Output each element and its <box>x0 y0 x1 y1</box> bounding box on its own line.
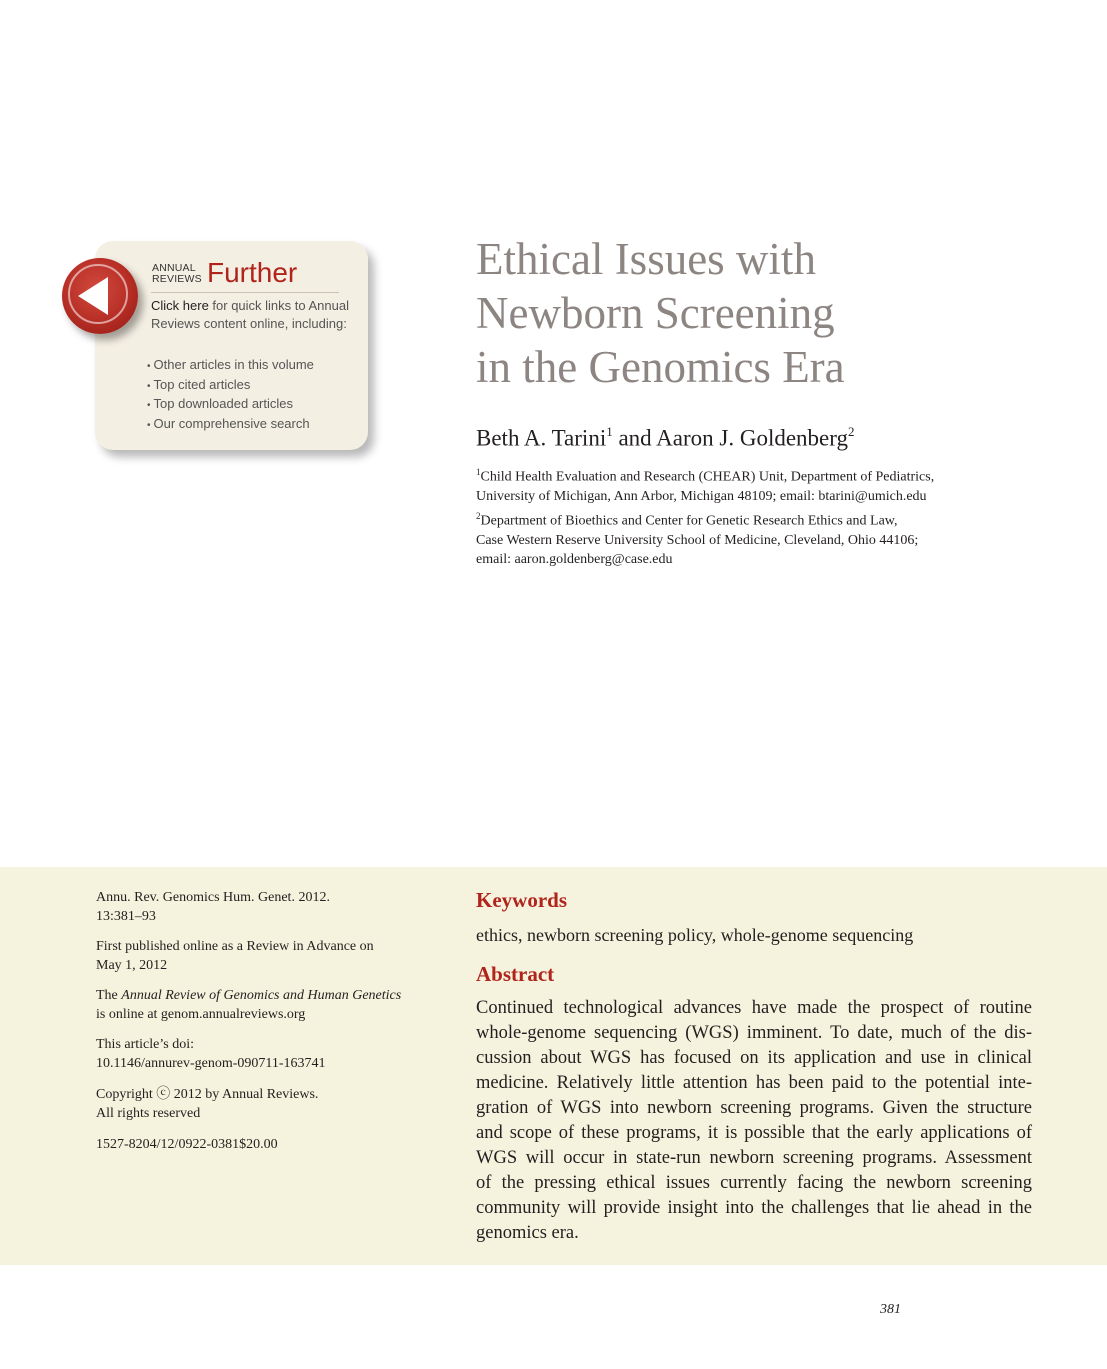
affiliation-2 <box>476 507 1016 569</box>
further-link-other-articles[interactable]: • Other articles in this volume <box>147 356 357 376</box>
author-sup: 2 <box>848 424 855 439</box>
abstract-line: gration of WGS into newborn screening programs. Given the structure <box>476 1098 1032 1118</box>
abstract-line: whole-genome sequencing (WGS) imminent. To date, much of the dis- <box>476 1023 1032 1043</box>
meta-line: This article’s doi: <box>96 1037 194 1052</box>
affiliation-line: Case Western Reserve University School of Medicine, Cleveland, Ohio 44106; <box>476 532 919 548</box>
title-line: Newborn Screening <box>476 288 835 338</box>
affiliation-1 <box>476 463 1016 506</box>
citation <box>96 888 426 926</box>
further-links <box>147 356 357 434</box>
abstract-text <box>476 996 1032 1246</box>
abstract-line: of the pressing ethical issues currently facing the newborn screening <box>476 1173 1032 1193</box>
logo-annual: ANNUAL <box>152 262 196 274</box>
meta-line <box>96 986 426 1005</box>
arrow-triangle <box>78 277 108 315</box>
affiliation-sup: 1 <box>476 467 481 477</box>
meta-line: 13:381–93 <box>96 909 156 924</box>
affiliation-line: email: aaron.goldenberg@case.edu <box>476 551 673 567</box>
back-arrow-icon[interactable] <box>62 258 138 334</box>
abstract-line: and scope of these programs, it is possible that the early applications of <box>476 1123 1032 1143</box>
keywords-text: ethics, newborn screening policy, whole-genome sequencing <box>476 925 914 945</box>
affiliation-line <box>476 463 1016 487</box>
journal-prefix: The <box>96 988 122 1003</box>
further-intro <box>151 297 351 332</box>
affiliation-line <box>476 507 1016 531</box>
meta-line: First published online as a Review in Advance on <box>96 939 374 954</box>
further-intro-text: for quick links to Annual Reviews content online, including: <box>151 298 349 331</box>
abstract-line: community will provide insight into the challenges that lie ahead in the <box>476 1198 1032 1218</box>
keywords-heading: Keywords <box>476 888 567 912</box>
author-sup: 1 <box>606 424 613 439</box>
abstract-heading: Abstract <box>476 962 555 986</box>
title-line: in the Genomics Era <box>476 342 845 392</box>
article-title <box>476 232 1036 394</box>
affiliation-sup: 2 <box>476 511 481 521</box>
further-heading: Further <box>207 257 298 288</box>
published-online <box>96 937 426 975</box>
title-line: Ethical Issues with <box>476 234 816 284</box>
issn <box>96 1135 426 1154</box>
affiliation-line: University of Michigan, Ann Arbor, Michigan 48109; email: btarini@umich.edu <box>476 488 927 504</box>
doi-link[interactable]: 10.1146/annurev-genom-090711-163741 <box>96 1056 326 1071</box>
meta-line: Annu. Rev. Genomics Hum. Genet. 2012. <box>96 890 330 905</box>
journal-url[interactable]: is online at genom.annualreviews.org <box>96 1007 306 1022</box>
authors <box>476 418 1036 454</box>
meta-line: 1527-8204/12/0922-0381$20.00 <box>96 1137 278 1152</box>
abstract-line: Continued technological advances have made the prospect of routine <box>476 998 1032 1018</box>
author-name: Aaron J. Goldenberg <box>656 425 849 451</box>
further-link-top-downloaded[interactable]: • Top downloaded articles <box>147 395 357 415</box>
meta-line: May 1, 2012 <box>96 958 168 973</box>
logo-reviews: REVIEWS <box>152 273 202 285</box>
abstract-line: WGS will occur in state-run newborn screening programs. Assessment <box>476 1148 1032 1168</box>
abstract-line: medicine. Relatively little attention has been paid to the potential inte- <box>476 1073 1032 1093</box>
meta-line: Copyright ⓒ 2012 by Annual Reviews. <box>96 1087 319 1102</box>
further-divider <box>151 292 339 293</box>
abstract-line: cussion about WGS has focused on its application and use in clinical <box>476 1048 1032 1068</box>
abstract-line: genomics era. <box>476 1223 579 1243</box>
click-here-link[interactable]: Click here <box>151 298 209 313</box>
annual-reviews-logo <box>152 263 206 285</box>
page-number: 381 <box>880 1302 901 1317</box>
further-link-top-cited[interactable]: • Top cited articles <box>147 376 357 396</box>
author-name: Beth A. Tarini <box>476 425 607 451</box>
journal-name: Annual Review of Genomics and Human Genetics <box>121 988 402 1003</box>
affiliation-text: Department of Bioethics and Center for Genetic Research Ethics and Law, <box>480 513 898 529</box>
author-and: and <box>612 425 657 451</box>
copyright <box>96 1085 426 1123</box>
meta-line: All rights reserved <box>96 1106 201 1121</box>
further-link-search[interactable]: • Our comprehensive search <box>147 415 357 435</box>
journal-info <box>96 986 426 1024</box>
affiliation-text: Child Health Evaluation and Research (CHEAR) Unit, Department of Pediatrics, <box>480 469 935 485</box>
doi <box>96 1035 426 1073</box>
